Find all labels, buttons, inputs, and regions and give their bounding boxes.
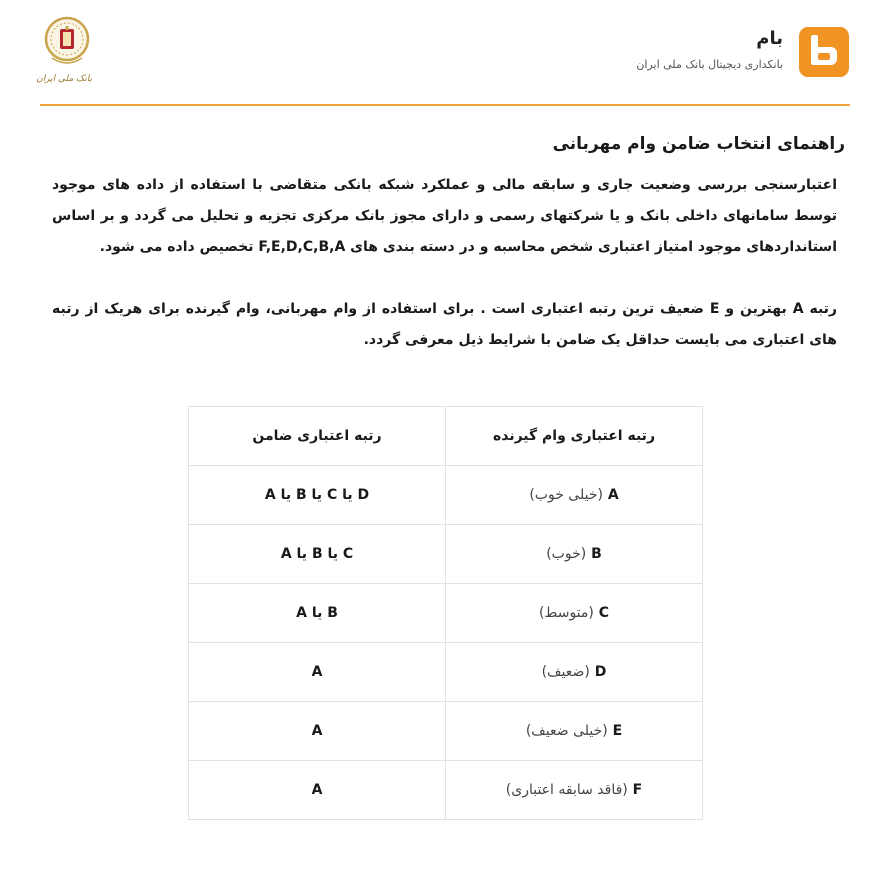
credit-grade-table	[188, 406, 703, 820]
grade-description: (فاقد سابقه اعتباری)	[505, 782, 628, 798]
seal-text: بانک ملی ایران	[36, 74, 92, 84]
guarantor-grade-cell: B یا A	[189, 584, 446, 643]
guarantor-grade-cell: D یا C یا B یا A	[189, 466, 446, 525]
table-row	[189, 525, 703, 584]
brand-title: بام	[756, 28, 783, 49]
table-row	[189, 702, 703, 761]
guarantor-grade-cell: A	[189, 643, 446, 702]
header-guarantor-grade: رتبه اعتباری ضامن	[189, 407, 446, 466]
bank-melli-seal-icon	[36, 12, 92, 94]
guarantor-grade-cell: A	[189, 761, 446, 820]
brand-subtitle: بانکداری دیجیتال بانک ملی ایران	[636, 58, 783, 71]
table-header-row	[189, 407, 703, 466]
table-row	[189, 466, 703, 525]
header-borrower-grade: رتبه اعتباری وام گیرنده	[446, 407, 703, 466]
grade-letter: C	[598, 605, 610, 621]
paragraph-credit-scoring: اعتبارسنجی بررسی وضعیت جاری و سابقه مالی و عملکرد شبکه بانکی متقاضی با استفاده از داده های موجود توسط سامانهای داخلی بانک و یا شرکتهای رسمی و دارای مجوز بانک مرکزی تجزیه و تحلیل می گردد و بر اساس استانداردهای موجود امتیاز اعتباری شخص محاسبه و در دسته بندی های F,E,D,C,B,A تخصیص داده می شود.	[52, 177, 837, 255]
guarantor-grade-cell: C یا B یا A	[189, 525, 446, 584]
borrower-grade-cell	[446, 761, 703, 820]
guarantor-grade-cell: A	[189, 702, 446, 761]
borrower-grade-cell	[446, 466, 703, 525]
grade-letter: D	[594, 664, 607, 680]
header-divider	[40, 104, 850, 106]
grade-letter: E	[612, 723, 623, 739]
grade-letter: A	[607, 487, 619, 503]
document-title: راهنمای انتخاب ضامن وام مهربانی	[552, 134, 845, 154]
grade-description: (خیلی خوب)	[529, 487, 603, 503]
table-row	[189, 643, 703, 702]
page-header	[0, 0, 875, 106]
borrower-grade-cell	[446, 584, 703, 643]
grade-description: (متوسط)	[538, 605, 594, 621]
grade-description: (ضعیف)	[541, 664, 590, 680]
paragraph-guarantor-requirement: رتبه A بهترین و E ضعیف ترین رتبه اعتباری است . برای استفاده از وام مهربانی، وام گیرنده برای هریک از رتبه های اعتباری می بایست حداقل یک ضامن با شرایط ذیل معرفی گردد.	[52, 301, 837, 348]
grade-letter: B	[591, 546, 602, 562]
grade-description: (خوب)	[546, 546, 587, 562]
borrower-grade-cell	[446, 702, 703, 761]
table-row	[189, 584, 703, 643]
borrower-grade-cell	[446, 525, 703, 584]
table-row	[189, 761, 703, 820]
bam-logo-icon	[799, 27, 849, 77]
borrower-grade-cell	[446, 643, 703, 702]
grade-description: (خیلی ضعیف)	[525, 723, 608, 739]
grade-letter: F	[632, 782, 643, 798]
